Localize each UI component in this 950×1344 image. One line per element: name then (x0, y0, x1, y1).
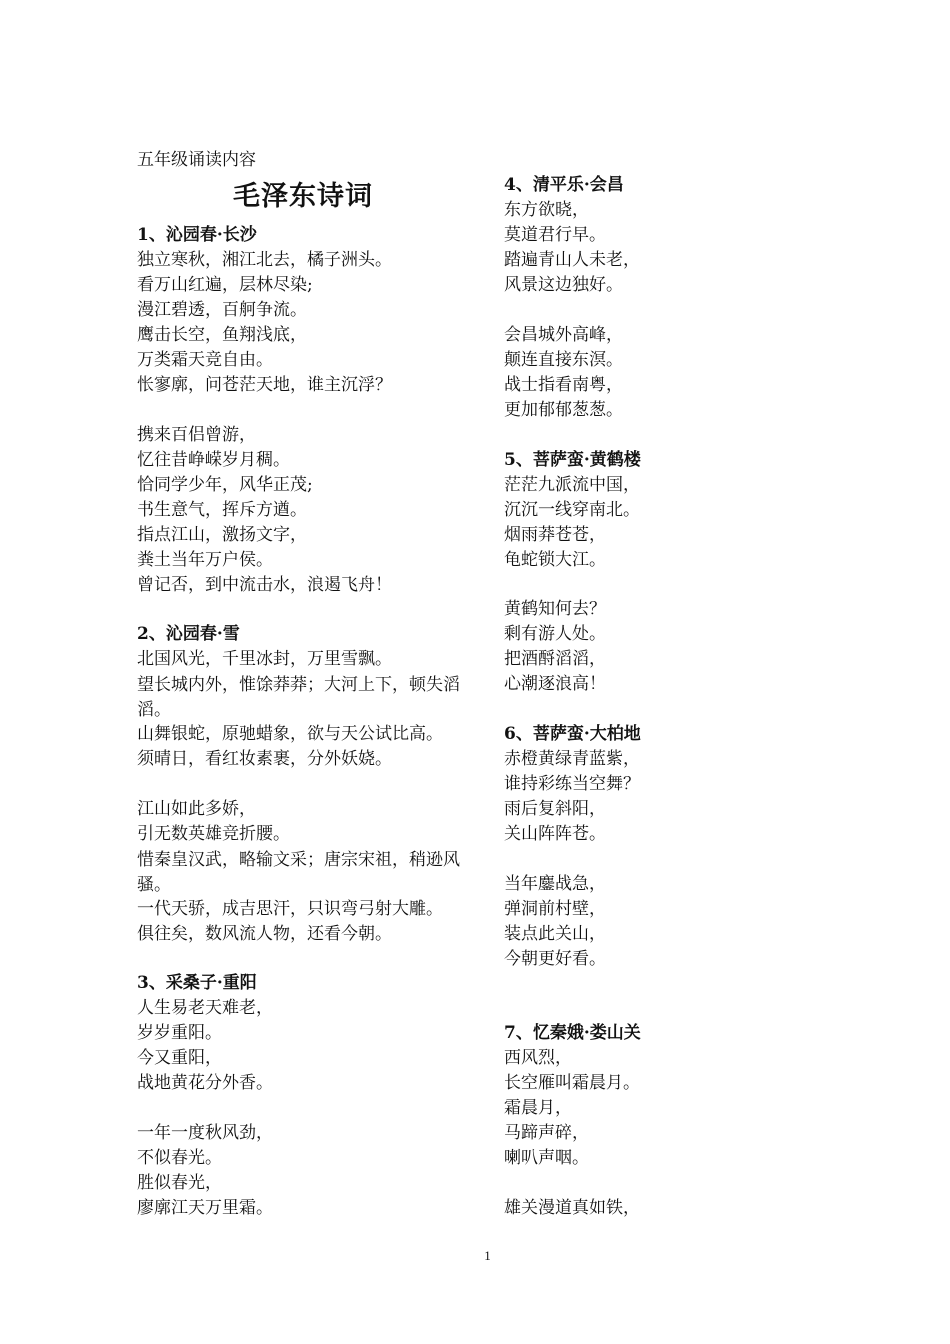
poem-line: 书生意气，挥斥方遒。 (137, 500, 307, 520)
poem-line: 黄鹤知何去？ (504, 599, 606, 619)
poem-line: 沉沉一线穿南北。 (504, 500, 640, 520)
poem-line: 不似春光。 (137, 1148, 222, 1168)
poem-line: 一代天骄，成吉思汗，只识弯弓射大雕。 (137, 899, 443, 919)
poem-line: 忆往昔峥嵘岁月稠。 (137, 450, 290, 470)
poem-line: 指点江山，激扬文字， (137, 525, 307, 545)
poem-line: 今朝更好看。 (504, 949, 606, 969)
poem-line: 北国风光，千里冰封，万里雪飘。 (137, 649, 392, 669)
poem-line: 会昌城外高峰， (504, 325, 623, 345)
poem-line: 廖廓江天万里霜。 (137, 1198, 273, 1218)
document-subtitle: 五年级诵读内容 (137, 150, 256, 170)
poem-line: 鹰击长空，鱼翔浅底， (137, 325, 307, 345)
poem-line: 把酒酹滔滔， (504, 649, 606, 669)
poem-line: 颠连直接东溟。 (504, 350, 623, 370)
poem-line: 当年鏖战急， (504, 874, 606, 894)
poem-line: 一年一度秋风劲， (137, 1123, 273, 1143)
poem-line: 烟雨莽苍苍， (504, 525, 606, 545)
poem-line: 山舞银蛇，原驰蜡象，欲与天公试比高。 (137, 724, 443, 744)
poem-line: 须晴日，看红妆素裹，分外妖娆。 (137, 749, 392, 769)
poem-line: 曾记否，到中流击水，浪遏飞舟！ (137, 575, 392, 595)
poem-line: 人生易老天难老， (137, 998, 273, 1018)
poem-line: 岁岁重阳。 (137, 1023, 222, 1043)
poem-line: 看万山红遍，层林尽染; (137, 275, 313, 295)
poem-line: 恰同学少年，风华正茂; (137, 475, 313, 495)
poem-line: 引无数英雄竞折腰。 (137, 824, 290, 844)
poem-3-heading: 3、采桑子·重阳 (137, 973, 257, 993)
poem-line: 赤橙黄绿青蓝紫， (504, 749, 640, 769)
poem-line: 战地黄花分外香。 (137, 1073, 273, 1093)
poem-5-heading: 5、菩萨蛮·黄鹤楼 (504, 450, 641, 470)
poem-line: 惜秦皇汉武，略输文采；唐宗宋祖，稍逊风骚。 (137, 850, 460, 895)
poem-line: 长空雁叫霜晨月。 (504, 1073, 640, 1093)
poem-line: 独立寒秋，湘江北去，橘子洲头。 (137, 250, 392, 270)
poem-line: 霜晨月， (504, 1098, 572, 1118)
poem-line: 心潮逐浪高！ (504, 674, 606, 694)
poem-line: 胜似春光， (137, 1173, 222, 1193)
poem-line: 龟蛇锁大江。 (504, 550, 606, 570)
poem-line: 携来百侣曾游， (137, 425, 256, 445)
poem-line: 风景这边独好。 (504, 275, 623, 295)
poem-line: 雄关漫道真如铁， (504, 1198, 640, 1218)
poem-line: 茫茫九派流中国， (504, 475, 640, 495)
poem-line: 望长城内外，惟馀莽莽；大河上下，顿失滔滔。 (137, 675, 460, 720)
poem-line: 俱往矣，数风流人物，还看今朝。 (137, 924, 392, 944)
poem-line: 粪土当年万户侯。 (137, 550, 273, 570)
poem-line: 装点此关山， (504, 924, 606, 944)
poem-line: 踏遍青山人未老， (504, 250, 640, 270)
document-title: 毛泽东诗词 (233, 181, 373, 212)
poem-line: 怅寥廓，问苍茫天地，谁主沉浮？ (137, 375, 392, 395)
page-number: 1 (484, 1248, 491, 1263)
poem-6-heading: 6、菩萨蛮·大柏地 (504, 724, 641, 744)
poem-line: 西风烈， (504, 1048, 572, 1068)
poem-line: 更加郁郁葱葱。 (504, 400, 623, 420)
poem-line: 万类霜天竞自由。 (137, 350, 273, 370)
poem-line: 雨后复斜阳， (504, 799, 606, 819)
poem-line: 今又重阳， (137, 1048, 222, 1068)
poem-4-heading: 4、清平乐·会昌 (504, 175, 624, 195)
poem-line: 莫道君行早。 (504, 225, 606, 245)
poem-line: 东方欲晓， (504, 200, 589, 220)
poem-1-heading: 1、沁园春·长沙 (137, 225, 257, 245)
poem-line: 剩有游人处。 (504, 624, 606, 644)
poem-line: 江山如此多娇， (137, 799, 256, 819)
poem-line: 关山阵阵苍。 (504, 824, 606, 844)
poem-line: 喇叭声咽。 (504, 1148, 589, 1168)
poem-line: 弹洞前村壁， (504, 899, 606, 919)
poem-line: 马蹄声碎， (504, 1123, 589, 1143)
poem-2-heading: 2、沁园春·雪 (137, 624, 240, 644)
poem-line: 漫江碧透，百舸争流。 (137, 300, 307, 320)
poem-line: 战士指看南粤， (504, 375, 623, 395)
poem-7-heading: 7、忆秦娥·娄山关 (504, 1023, 641, 1043)
poem-line: 谁持彩练当空舞？ (504, 774, 640, 794)
